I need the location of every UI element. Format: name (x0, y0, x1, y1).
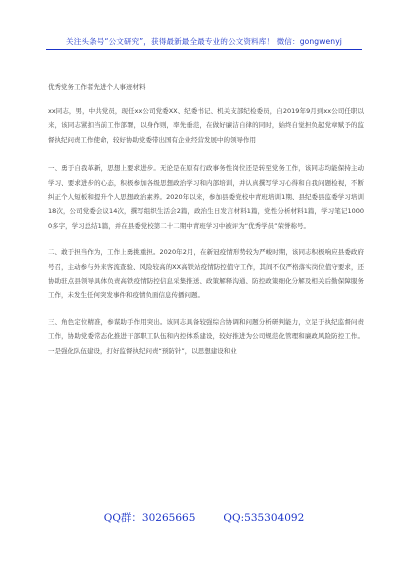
footer-contact (0, 510, 408, 525)
intro-paragraph: xx同志，男，中共党员，现任xx公司党委XX、纪委书记、机关支部纪检委员，自2019年9月到xx公司任职以来，该同志紧扣当前工作部署，以身作则，率先垂范，在做好廉洁自律的同时，始终自觉担负起党章赋予的监督执纪问责工作使命，较好协助党委带出国有企业经营发展中的领导作用 (48, 107, 364, 144)
section-one-paragraph: 一、勇于自我革新，思想上要求进步。无论是在原有行政事务性岗位还是转至党务工作，该同志均能保持主动学习、要求进步的心态，积极参加各级思想政治学习和内部培训，并认真撰写学习心得和自我问题检视，不断纠正个人短板和提升个人思想政治素养。2020年以来，参加县委党校中青班培训1期、县纪委县监委学习培训18次，公司党委会议14次，撰写组织生活会2篇，政治生日发言材料1篇，党性分析材料1篇，学习笔记10000多字，学习总结1篇，并在县委党校第二十二期中青班学习中被评为“优秀学员”荣誉称号。 (48, 164, 364, 230)
qq-group-number: QQ群：30265665 (103, 512, 196, 524)
section-two-paragraph: 二、敢于担当作为，工作上勇挑重担。2020年2月，在新冠疫情形势较为严峻时期，该同志积极响应县委政府号召，主动参与外来客流查验、风险较高的XX高铁站疫情防控值守工作，其间不仅严格落实岗位值守要求，还协助驻点县领导具体负责高铁疫情防控信息采集推送、政策解释沟通、防控政策细化分解及相关后勤保障服务工作，未发生任何突发事件和疫情负面信息传播问题。 (48, 248, 364, 300)
header-banner[interactable]: 关注头条号“公文研究”，获得最新最全最专业的公文资料库！ 微信：gongwenyj (66, 37, 342, 46)
header-divider (46, 49, 362, 50)
document-body (48, 104, 364, 370)
qq-number: QQ:535304092 (223, 512, 305, 524)
section-three-paragraph: 三、角色定位精准，参谋助手作用突出。该同志具备较强综合协调和问题分析研判能力，立足于执纪监督问责工作，协助党委常态化推进干部职工队伍和内控体系建设，较好推进为公司规范化管理和廉政风险防控工作。一是强化队伍建设，打好监督执纪问责“预防针”，以思想建设和业 (48, 317, 364, 355)
document-title: 优秀党务工作者先进个人事迹材料 (48, 83, 146, 91)
